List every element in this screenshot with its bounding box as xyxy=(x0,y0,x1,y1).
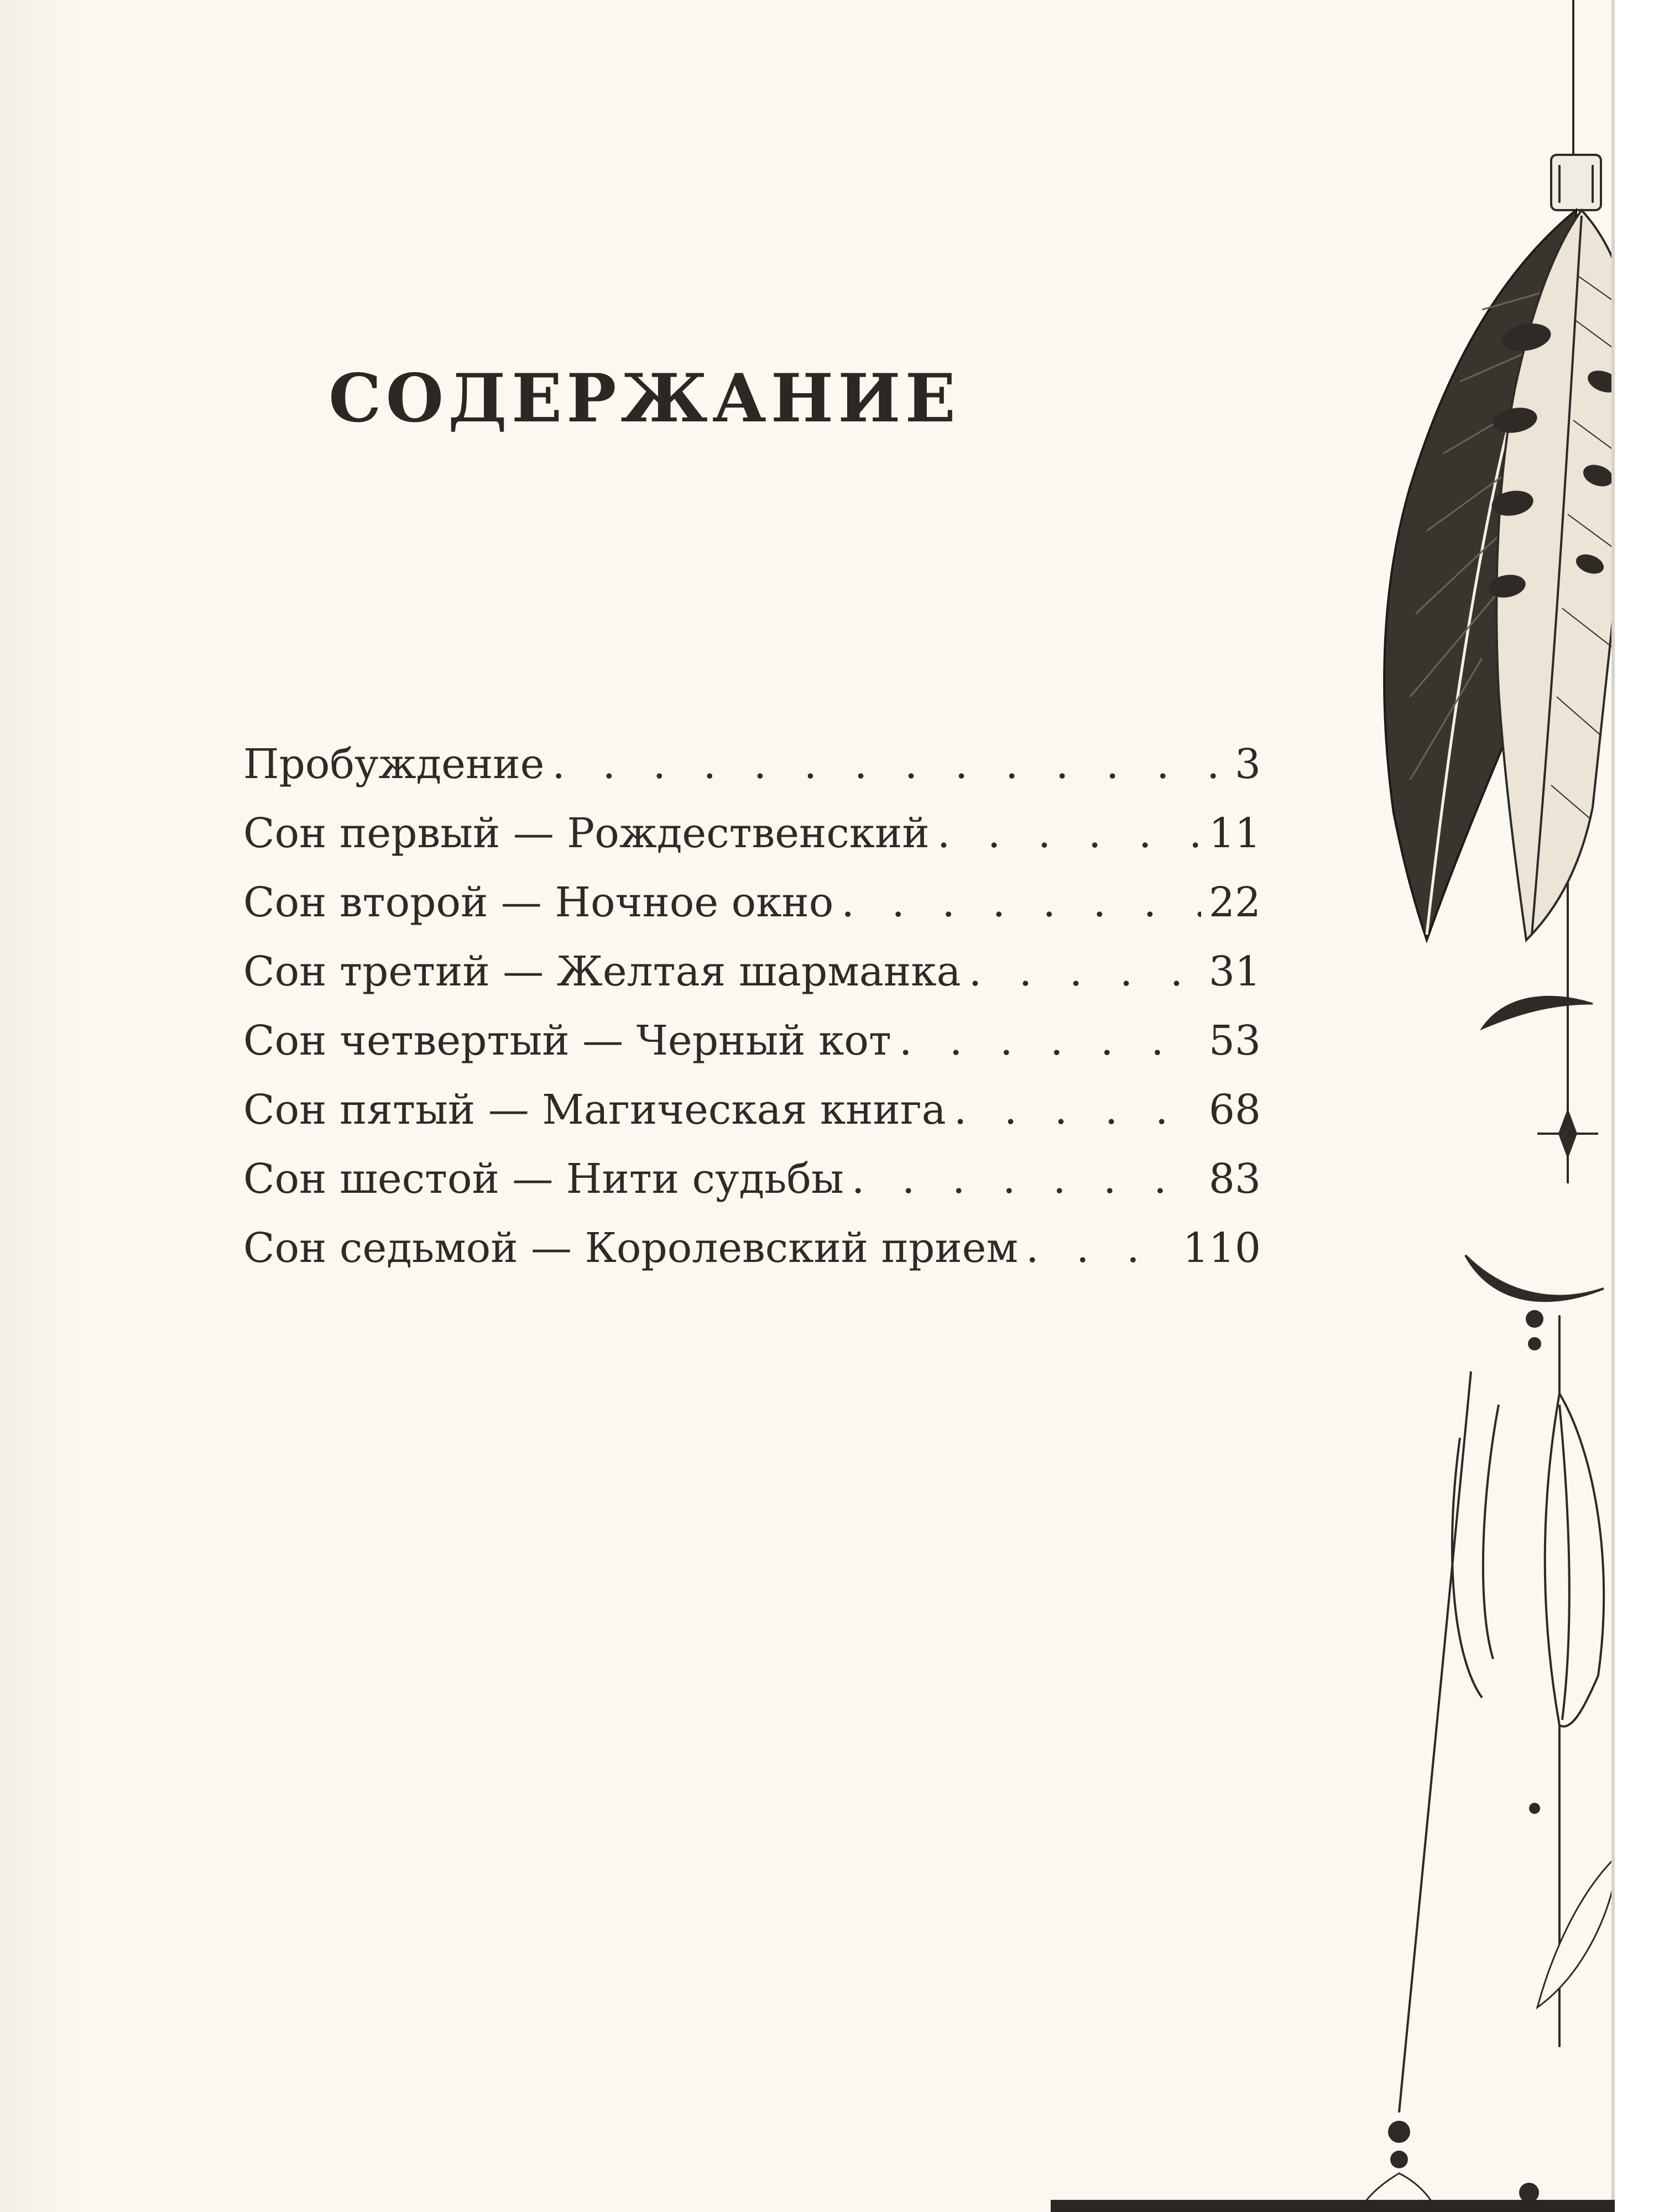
toc-leader-dots xyxy=(1026,1214,1175,1283)
toc-entry-page: 31 xyxy=(1208,948,1261,995)
page-shadow-left xyxy=(0,0,83,2212)
toc-entry xyxy=(243,937,1261,1006)
toc-leader-dots xyxy=(937,799,1201,868)
toc-entry xyxy=(243,868,1261,937)
toc-entry-title: Сон четвертый — Черный кот xyxy=(243,1017,891,1065)
toc-entry xyxy=(243,1145,1261,1214)
toc-leader-dots xyxy=(899,1006,1201,1076)
toc-entry xyxy=(243,1076,1261,1145)
toc-leader-dots xyxy=(969,937,1201,1006)
page-edge-bottom xyxy=(1051,2200,1615,2212)
toc-entry-title: Сон шестой — Нити судьбы xyxy=(243,1155,844,1203)
toc-entry-page: 110 xyxy=(1182,1224,1261,1272)
page-title: СОДЕРЖАНИЕ xyxy=(328,359,960,437)
small-feather-icon xyxy=(1452,1394,1604,1726)
bead-icon xyxy=(1388,1310,1543,2203)
star-icon xyxy=(1537,1100,1598,1183)
toc-entry-page: 3 xyxy=(1234,740,1261,788)
toc-entry xyxy=(243,730,1261,799)
toc-entry-title: Сон пятый — Магическая книга xyxy=(243,1086,946,1134)
toc-entry xyxy=(243,1214,1261,1283)
table-of-contents xyxy=(243,730,1261,1283)
toc-entry-title: Сон второй — Ночное окно xyxy=(243,879,834,926)
toc-entry xyxy=(243,1006,1261,1076)
toc-entry-title: Сон первый — Рождественский xyxy=(243,810,930,857)
toc-leader-dots xyxy=(552,730,1220,799)
crescent-moon-icon xyxy=(1482,997,1593,1029)
toc-leader-dots xyxy=(852,1145,1201,1214)
crescent-moon-icon xyxy=(1465,1255,1604,1301)
toc-entry-page: 11 xyxy=(1208,810,1261,857)
dreamcatcher-feathers-illustration xyxy=(1316,0,1615,2212)
toc-leader-dots xyxy=(841,868,1201,937)
toc-entry-page: 53 xyxy=(1208,1017,1261,1065)
toc-entry-page: 68 xyxy=(1208,1086,1261,1134)
toc-entry-title: Сон третий — Желтая шарманка xyxy=(243,948,961,995)
page-edge-right xyxy=(1611,0,1659,2212)
toc-entry-page: 22 xyxy=(1208,879,1261,926)
toc-entry-page: 83 xyxy=(1208,1155,1261,1203)
toc-entry xyxy=(243,799,1261,868)
toc-entry-title: Сон седьмой — Королевский прием xyxy=(243,1224,1019,1272)
toc-entry-title: Пробуждение xyxy=(243,740,545,788)
toc-leader-dots xyxy=(954,1076,1201,1145)
